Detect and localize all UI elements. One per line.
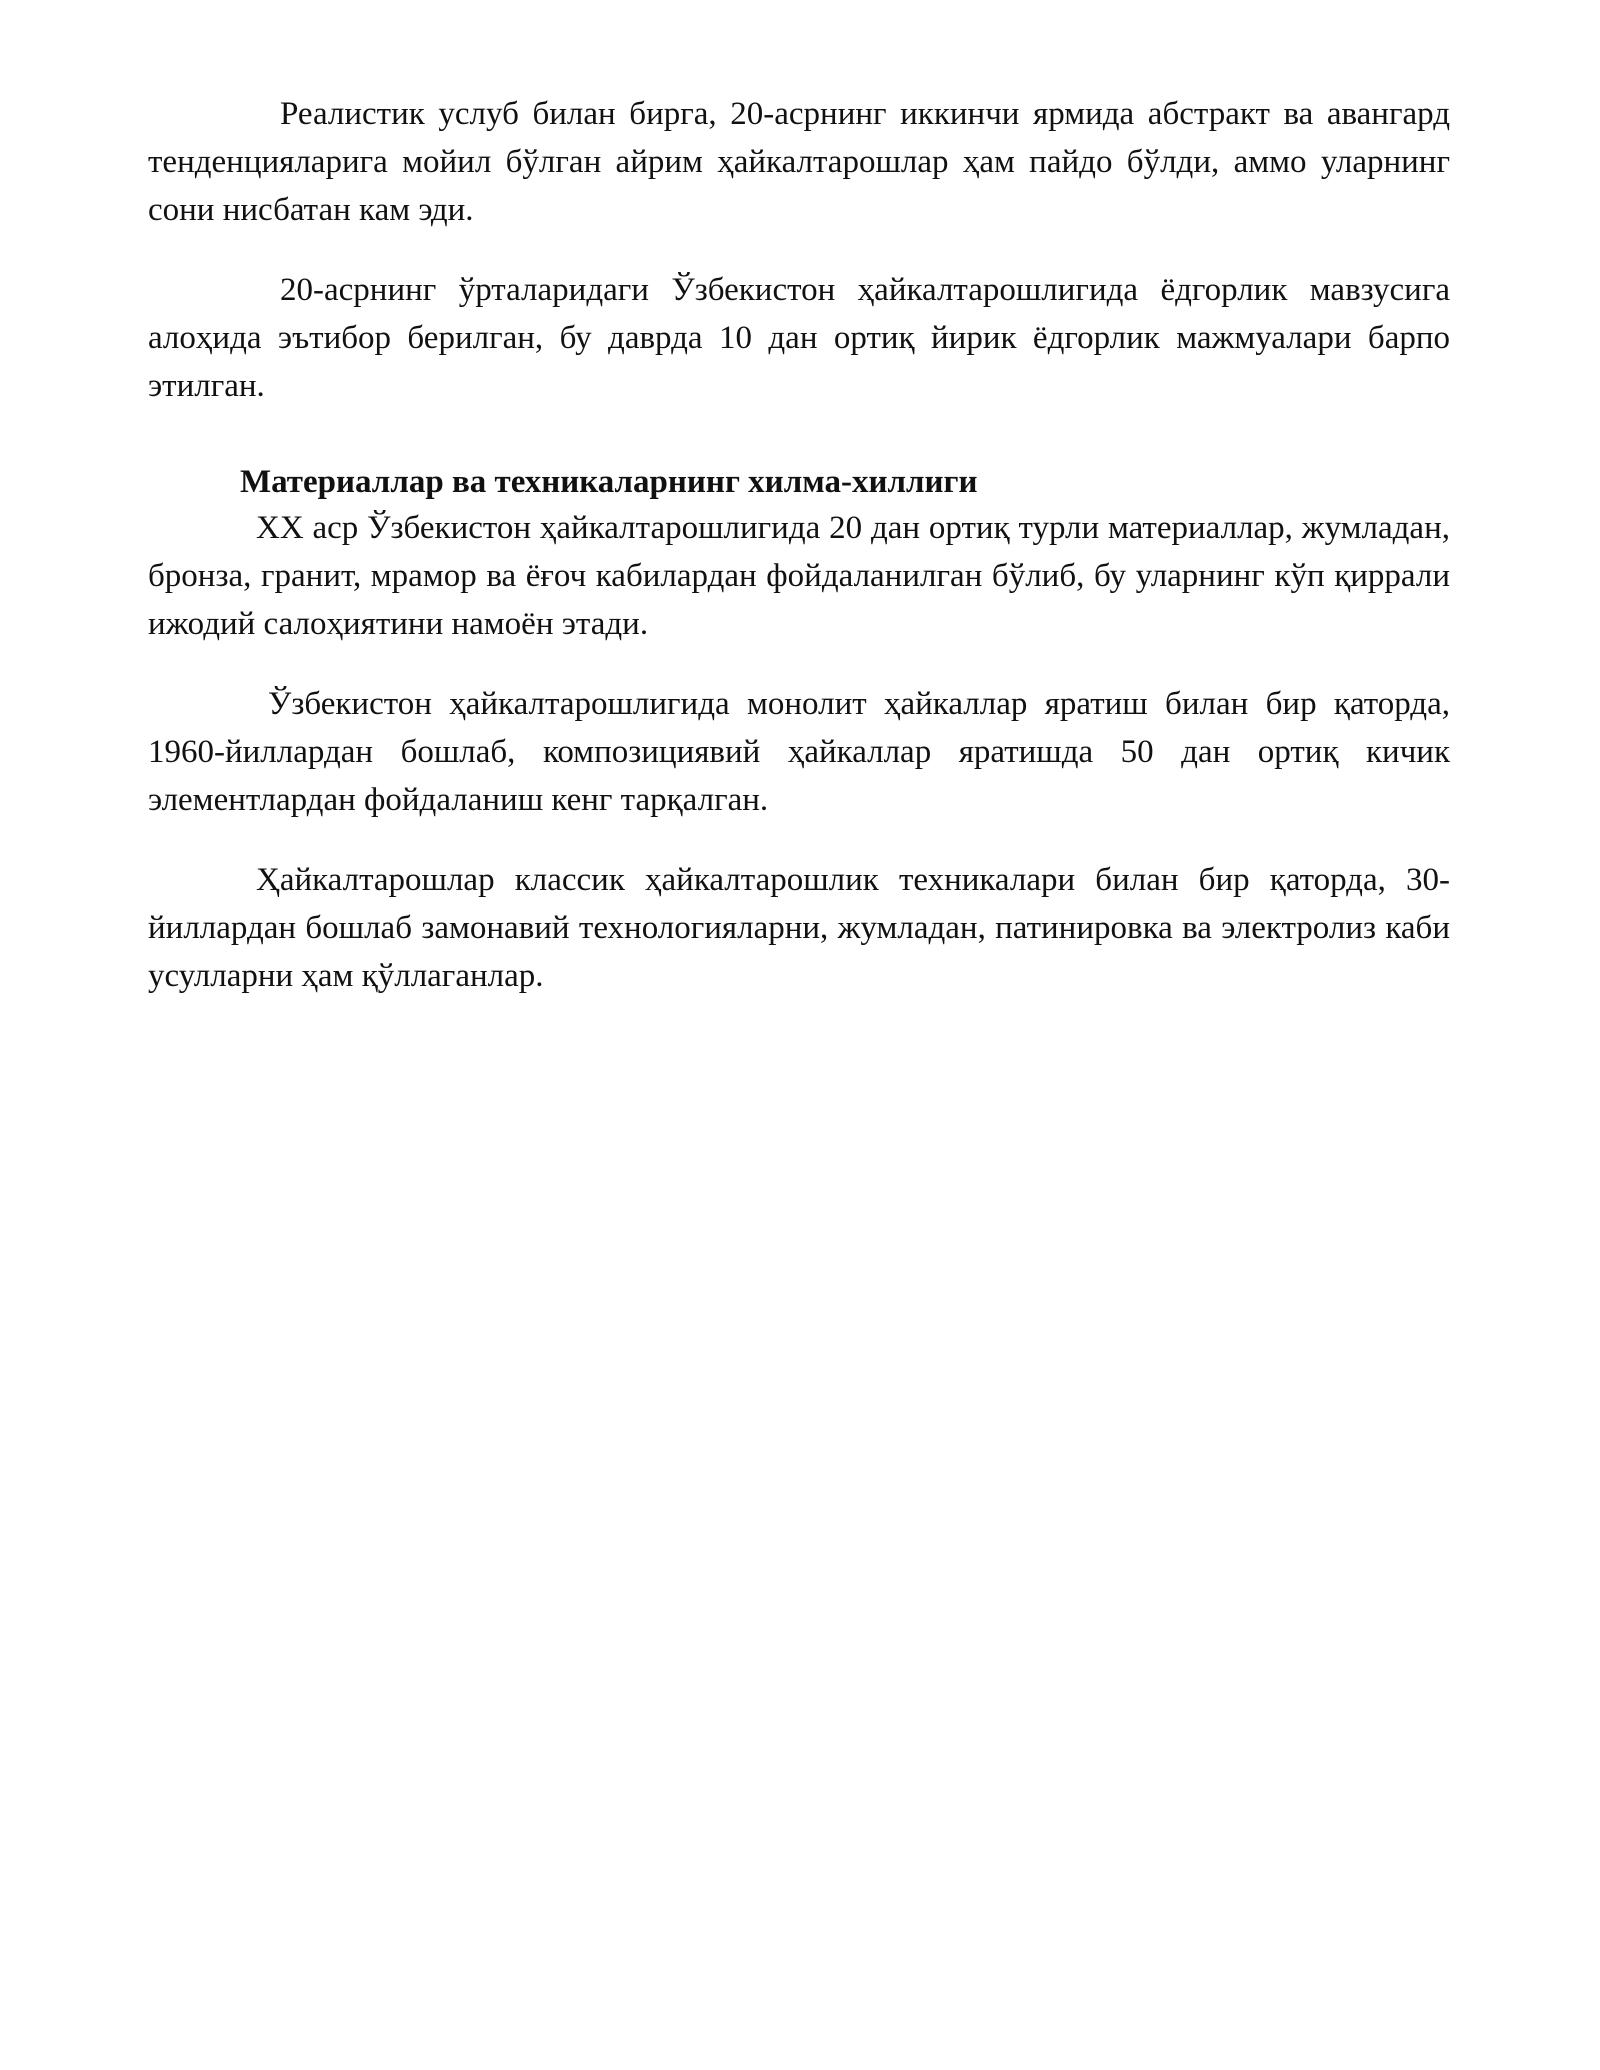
paragraph-materials: ХХ аср Ўзбекистон ҳайкалтарошлигида 20 дан ортиқ турли материаллар, жумладан, бронза, гранит, мрамор ва ёғоч кабилардан фойдаланилган бўлиб, бу уларнинг кўп қиррали ижодий салоҳиятини намоён этади. — [148, 510, 1450, 642]
paragraph-techniques: Ҳайкалтарошлар классик ҳайкалтарошлик техникалари билан бир қаторда, 30-йиллардан бошлаб замонавий технологияларни, жумладан, патинировка ва электролиз каби усулларни ҳам қўллаганлар. — [148, 862, 1450, 994]
paragraph-compositions: Ўзбекистон ҳайкалтарошлигида монолит ҳайкаллар яратиш билан бир қаторда, 1960-йиллардан бошлаб, композициявий ҳайкаллар яратишда 50 дан ортиқ кичик элементлардан фойдаланиш кенг тарқалган. — [148, 686, 1450, 818]
paragraph-monuments: 20-асрнинг ўрталаридаги Ўзбекистон ҳайкалтарошлигида ёдгорлик мавзусига алоҳида эътибор берилган, бу даврда 10 дан ортиқ йирик ёдгорлик мажмуалари барпо этилган. — [148, 272, 1450, 404]
document-body — [148, 90, 1450, 1000]
paragraph-realistic-style: Реалистик услуб билан бирга, 20-асрнинг иккинчи ярмида абстракт ва авангард тенденцияларига мойил бўлган айрим ҳайкалтарошлар ҳам пайдо бўлди, аммо уларнинг сони нисбатан кам эди. — [148, 96, 1450, 228]
section-heading: Материаллар ва техникаларнинг хилма-хиллиги — [240, 464, 978, 500]
